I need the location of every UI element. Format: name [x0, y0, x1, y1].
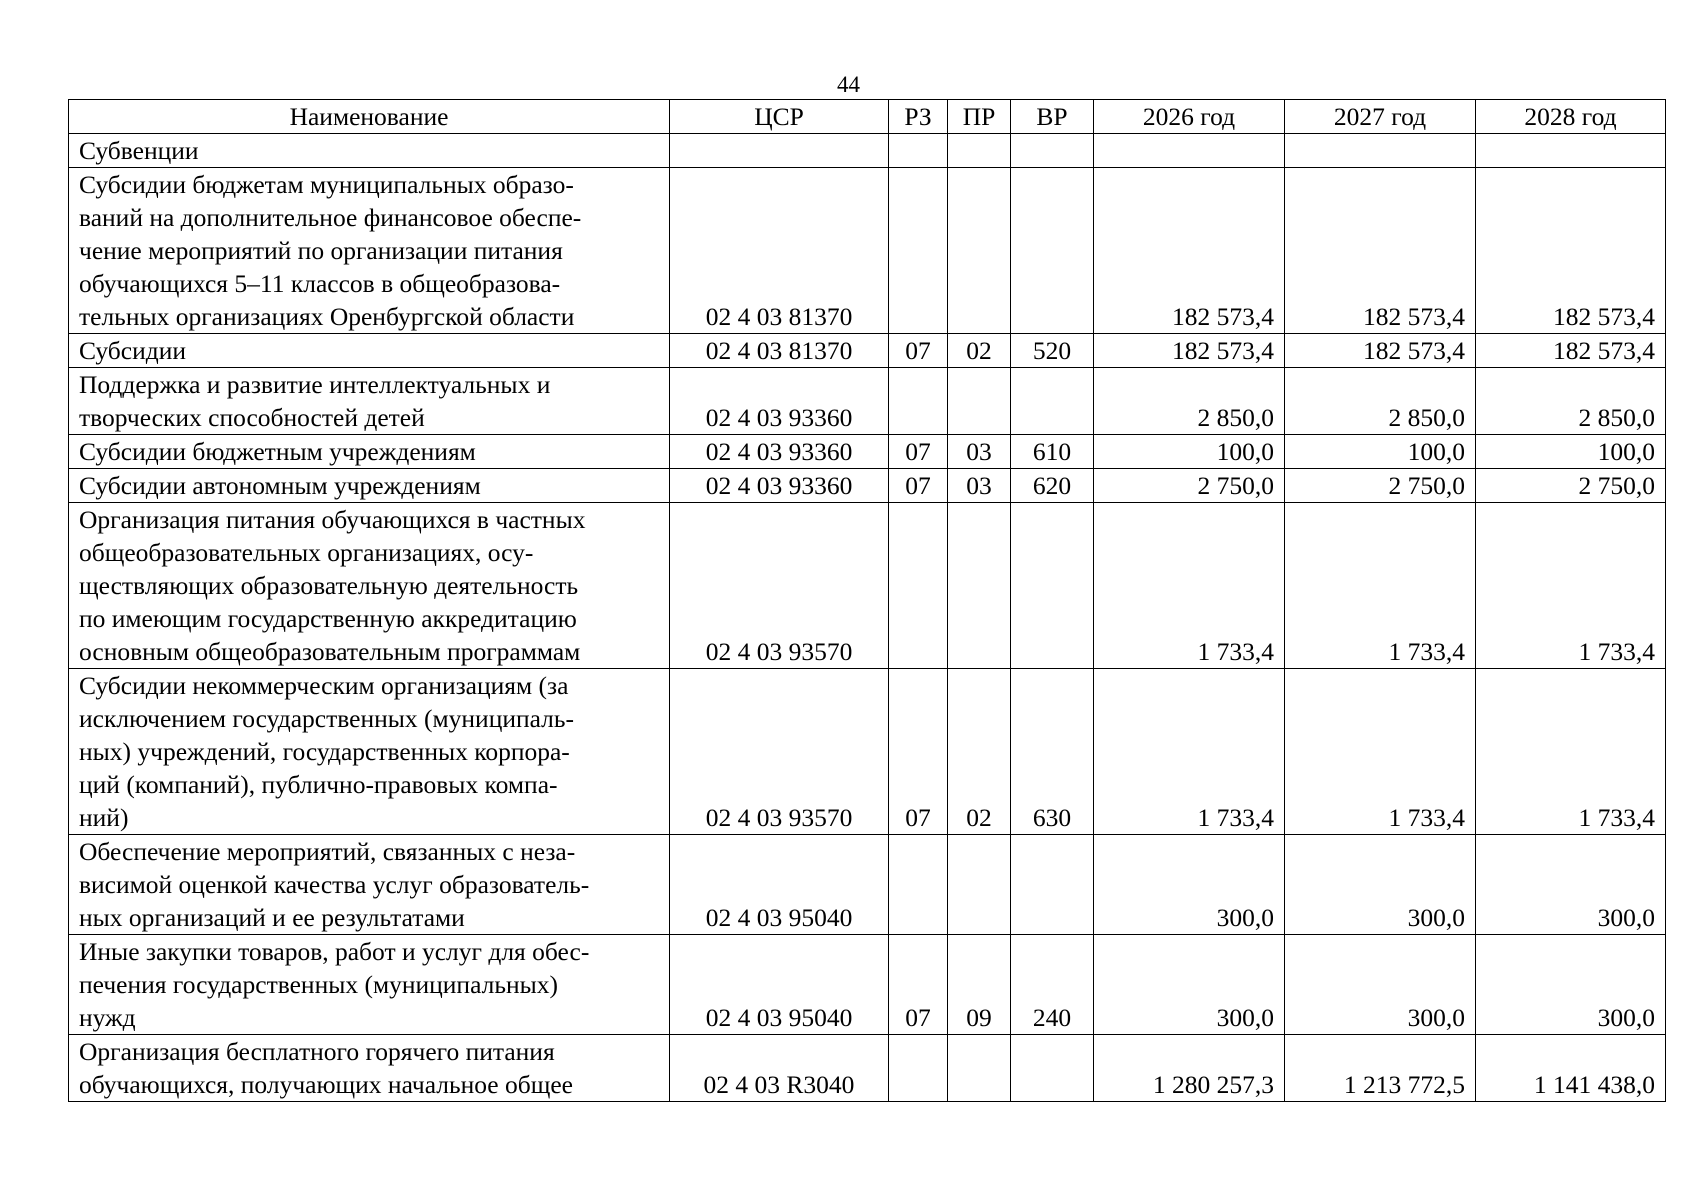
cell-name — [69, 134, 670, 168]
cell-2028: 100,0 — [1476, 435, 1666, 469]
table-row — [69, 368, 1666, 435]
name-line: Организация бесплатного горячего питания — [79, 1037, 555, 1066]
header-rz: РЗ — [889, 100, 948, 134]
name-line: Субсидии бюджетным учреждениям — [79, 437, 476, 466]
cell-2026: 300,0 — [1094, 835, 1285, 935]
cell-2026: 2 850,0 — [1094, 368, 1285, 435]
cell-2028: 300,0 — [1476, 835, 1666, 935]
cell-rz: 07 — [889, 669, 948, 835]
name-line: ществляющих образовательную деятельность — [79, 571, 579, 600]
cell-name — [69, 435, 670, 469]
cell-name — [69, 669, 670, 835]
name-line: ний) — [79, 803, 129, 832]
cell-pr — [948, 168, 1011, 334]
cell-name — [69, 334, 670, 368]
cell-pr — [948, 134, 1011, 168]
cell-2027: 300,0 — [1285, 935, 1476, 1035]
name-line: ваний на дополнительное финансовое обеспе- — [79, 203, 582, 232]
name-line: нужд — [79, 1003, 136, 1032]
cell-rz — [889, 168, 948, 334]
cell-csr: 02 4 03 93360 — [670, 435, 889, 469]
cell-2028: 2 850,0 — [1476, 368, 1666, 435]
cell-pr — [948, 1035, 1011, 1102]
name-line: чение мероприятий по организации питания — [79, 236, 563, 265]
cell-pr: 02 — [948, 669, 1011, 835]
name-line: ных) учреждений, государственных корпора- — [79, 737, 570, 766]
cell-2026: 2 750,0 — [1094, 469, 1285, 503]
cell-2028: 2 750,0 — [1476, 469, 1666, 503]
cell-2027 — [1285, 134, 1476, 168]
cell-rz — [889, 1035, 948, 1102]
table-row — [69, 503, 1666, 669]
cell-csr: 02 4 03 95040 — [670, 935, 889, 1035]
table-row — [69, 469, 1666, 503]
cell-2027: 2 750,0 — [1285, 469, 1476, 503]
header-pr: ПР — [948, 100, 1011, 134]
cell-rz: 07 — [889, 334, 948, 368]
cell-name — [69, 469, 670, 503]
cell-rz — [889, 368, 948, 435]
name-line: печения государственных (муниципальных) — [79, 970, 558, 999]
cell-vr: 610 — [1011, 435, 1094, 469]
name-line: тельных организациях Оренбургской области — [79, 302, 575, 331]
cell-csr: 02 4 03 R3040 — [670, 1035, 889, 1102]
cell-rz: 07 — [889, 935, 948, 1035]
cell-rz: 07 — [889, 469, 948, 503]
cell-2027: 300,0 — [1285, 835, 1476, 935]
cell-vr — [1011, 134, 1094, 168]
name-line: по имеющим государственную аккредитацию — [79, 604, 577, 633]
cell-2027: 182 573,4 — [1285, 334, 1476, 368]
cell-csr: 02 4 03 81370 — [670, 334, 889, 368]
header-2026: 2026 год — [1094, 100, 1285, 134]
cell-2027: 1 213 772,5 — [1285, 1035, 1476, 1102]
name-line: творческих способностей детей — [79, 403, 425, 432]
name-line: обучающихся, получающих начальное общее — [79, 1070, 573, 1099]
name-line: Субсидии автономным учреждениям — [79, 471, 481, 500]
cell-2028: 182 573,4 — [1476, 168, 1666, 334]
cell-rz — [889, 835, 948, 935]
name-line: Субсидии некоммерческим организациям (за — [79, 671, 569, 700]
table-row — [69, 935, 1666, 1035]
cell-vr — [1011, 503, 1094, 669]
header-name: Наименование — [69, 100, 670, 134]
cell-rz — [889, 503, 948, 669]
header-vr: ВР — [1011, 100, 1094, 134]
cell-vr: 240 — [1011, 935, 1094, 1035]
name-line: ных организаций и ее результатами — [79, 903, 465, 932]
name-line: основным общеобразовательным программам — [79, 637, 581, 666]
cell-name — [69, 935, 670, 1035]
cell-2028 — [1476, 134, 1666, 168]
cell-csr — [670, 134, 889, 168]
cell-2026: 1 733,4 — [1094, 669, 1285, 835]
header-csr: ЦСР — [670, 100, 889, 134]
table-row — [69, 1035, 1666, 1102]
cell-csr: 02 4 03 93360 — [670, 368, 889, 435]
cell-csr: 02 4 03 93570 — [670, 669, 889, 835]
cell-pr: 03 — [948, 435, 1011, 469]
name-line: висимой оценкой качества услуг образователь- — [79, 870, 590, 899]
name-line: Субвенции — [79, 136, 199, 165]
cell-2027: 100,0 — [1285, 435, 1476, 469]
cell-csr: 02 4 03 93570 — [670, 503, 889, 669]
header-2027: 2027 год — [1285, 100, 1476, 134]
cell-2028: 1 733,4 — [1476, 503, 1666, 669]
cell-2026: 1 733,4 — [1094, 503, 1285, 669]
name-line: Субсидии — [79, 336, 186, 365]
name-line: обучающихся 5–11 классов в общеобразова- — [79, 269, 561, 298]
page-number: 44 — [837, 72, 860, 97]
cell-pr — [948, 368, 1011, 435]
name-line: Субсидии бюджетам муниципальных образо- — [79, 170, 574, 199]
cell-name — [69, 168, 670, 334]
cell-pr — [948, 503, 1011, 669]
cell-2028: 1 733,4 — [1476, 669, 1666, 835]
cell-name — [69, 503, 670, 669]
cell-name — [69, 368, 670, 435]
cell-2026: 1 280 257,3 — [1094, 1035, 1285, 1102]
cell-2026: 182 573,4 — [1094, 334, 1285, 368]
table-row — [69, 435, 1666, 469]
cell-csr: 02 4 03 95040 — [670, 835, 889, 935]
cell-csr: 02 4 03 93360 — [670, 469, 889, 503]
name-line: Обеспечение мероприятий, связанных с неза- — [79, 837, 576, 866]
table-row — [69, 168, 1666, 334]
cell-2027: 1 733,4 — [1285, 669, 1476, 835]
cell-2028: 182 573,4 — [1476, 334, 1666, 368]
cell-2026: 100,0 — [1094, 435, 1285, 469]
table-row — [69, 134, 1666, 168]
budget-table — [68, 99, 1666, 1102]
table-body — [69, 134, 1666, 1102]
cell-vr: 620 — [1011, 469, 1094, 503]
name-line: Поддержка и развитие интеллектуальных и — [79, 370, 551, 399]
cell-pr: 03 — [948, 469, 1011, 503]
cell-pr: 02 — [948, 334, 1011, 368]
table-row — [69, 835, 1666, 935]
name-line: Иные закупки товаров, работ и услуг для обес- — [79, 937, 590, 966]
cell-vr — [1011, 835, 1094, 935]
cell-rz — [889, 134, 948, 168]
cell-2028: 1 141 438,0 — [1476, 1035, 1666, 1102]
cell-pr — [948, 835, 1011, 935]
cell-csr: 02 4 03 81370 — [670, 168, 889, 334]
name-line: исключением государственных (муниципаль- — [79, 704, 575, 733]
cell-2027: 1 733,4 — [1285, 503, 1476, 669]
table-header-row — [69, 100, 1666, 134]
cell-rz: 07 — [889, 435, 948, 469]
cell-vr: 630 — [1011, 669, 1094, 835]
cell-name — [69, 1035, 670, 1102]
name-line: Организация питания обучающихся в частных — [79, 505, 586, 534]
cell-vr — [1011, 168, 1094, 334]
name-line: общеобразовательных организациях, осу- — [79, 538, 534, 567]
cell-name — [69, 835, 670, 935]
cell-pr: 09 — [948, 935, 1011, 1035]
cell-vr — [1011, 1035, 1094, 1102]
cell-2027: 2 850,0 — [1285, 368, 1476, 435]
cell-vr: 520 — [1011, 334, 1094, 368]
table-row — [69, 669, 1666, 835]
header-2028: 2028 год — [1476, 100, 1666, 134]
cell-2027: 182 573,4 — [1285, 168, 1476, 334]
table-row — [69, 334, 1666, 368]
cell-2026 — [1094, 134, 1285, 168]
cell-2028: 300,0 — [1476, 935, 1666, 1035]
name-line: ций (компаний), публично-правовых компа- — [79, 770, 558, 799]
cell-2026: 300,0 — [1094, 935, 1285, 1035]
cell-vr — [1011, 368, 1094, 435]
cell-2026: 182 573,4 — [1094, 168, 1285, 334]
